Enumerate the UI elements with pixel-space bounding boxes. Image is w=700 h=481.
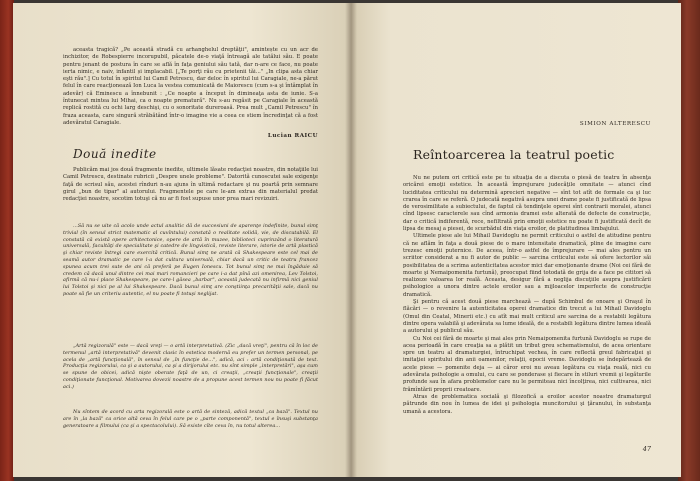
book-cover-left xyxy=(0,0,14,481)
article-title: Reîntoarcerea la teatrul poetic xyxy=(413,147,615,162)
article-paragraph: Cu Noi cei fără de moarte şi mai ales prin Nemaipomenita furtună Davidoglu se rupe de acea perioadă în care creaţia sa a plătit un tribut greu schematismului, de acea orientare spre un teatru al dramaturgiei, întruchipat vechea, în care reflectă greul fabricaţiei şi imitaţiei spiritului din anii oamenilor, relaţii, epocii vreme. Davidoglu se îndepărtează de acele piese — pomenite deja — ai căror eroi nu aveau legătura cu viaţa reală, nici cu adevărata psihologie a omului, cu care se ponderase și fiecare în stiluri vremii şi legăturile profunde sau în afara problemelor care nu le permiteau nici încolţirea, nici cultivarea, nici frămîntării proprii creatoare. xyxy=(403,335,651,393)
left-page xyxy=(13,3,351,477)
running-header: SIMION ALTERESCU xyxy=(579,121,651,127)
book-cover-right xyxy=(678,0,700,481)
fragment-three: Nu sîntem de acord cu arta regizorală este o artă de sinteză, adică textul „ca bază". Textul nu are în „la bază" ca orice altă ceva în felul care pe o „parte componentă", textul e însuşi substanţa generatoare a filmului (ca şi a spectacolului). Să existe cîte ceva în, nu totul alterea... xyxy=(63,409,318,429)
article-paragraph: Atras de problematica socială şi filozofică a eroilor acestor noastre dramaturgul pătrunde din nou în lumea de idei şi psihologia muncitorului şi ţăranului, în substanţa umană a acestora. xyxy=(403,393,651,415)
article-paragraph: Şi pentru că acest două piese marchează — după Schimbul de onoare şi Oraşul în flăcări — o revenire la autenticitatea operei dramatice din trecut a lui Mihail Davidoglu (Omul din Ceatal, Minerii etc.) cu atît mai mult criticul are sarcina de a restabili legătura dintre opera valabilă şi adevărata sa lume ideală, de a restabili legătura dintre lumea ideală a autorului şi publicul său. xyxy=(403,299,651,335)
intro-paragraph: Publicăm mai jos două fragmente inedite, ultimele lăsate redacţiei noastre, din notaţiile lui Camil Petrescu, destinate rubricii „Despre unele probleme". Datorită cunoscutei sale exigenţe faţă de scrisul său, acestei rînduri n-au ajuns în ultimă redactare şi nu poartă prin semnare girul „bun de tipar" al autorului. Fragmentele pe care le-am extras din materialul predat redacţiei noastre, socotim totuşi că nu ar fi fost supuse unor prea mari revizuiri. xyxy=(63,167,318,203)
article-paragraph: Ultimele piese ale lui Mihail Davidoglu ne permit criticului o astfel de atitudine pentru că ne aflăm în faţa a două piese de o mare intensitate dramatică, pline de imagine care trezesc emoţii puternice. De aceea, într-o astfel de împrejurare — mai ales pentru un scriitor considerat a nu fi autor de public — sarcina criticului este să ofere lectorilor săi posibilitatea de a scrima autenticitatea acestor mici dar emoţionante drame (Noi cei fără de moarte şi Nemaipomenita furtună), preocupat fiind totodată de grija de a face pe cititori să realizeze valoarea lor reală. Aceasta, desigur fără a neglija discuţiile asupra justificării psihologice a unora dintre actele eroilor sau a mijloacelor imperfecte de construcţie dramatică. xyxy=(403,233,651,298)
article-paragraph: Nu ne putem ori critică este pe tu situaţia de a discuta o piesă de teatru în absenţa oricărei emoţii estetice. În această împrejurare judecăţile omnitate — atunci cînd luciditatea criticului nu determină aprecieri negative — sînt tot atît de formale ca şi luc crarea în care se referă. O judecată negativă asupra unei drame poate fi justificată de lipsa de verosimilitate a subiectului, de faptul că tendinţele operei sînt contrarii moralei, atunci cînd lipsesc caracterele sau cînd armonia dramei este alterată de defecte de construcţie, dar o critică indiferentă, rece, nefiltrată prin emoţii estetice nu poate fi justificată decît de lipsa de mesaj a piesei, de scurbădul din viaţa eroilor, de platitudinea limbajului. xyxy=(403,175,651,233)
fragment-one: ...Să nu se uite că acolo unde actul analitic dă de succesiuni de aparenţe indefinite, bunul simţ trivial (în sensul strict matematic al cuvîntului) constată o realitate solidă, vie, de discutabilă. El constată că există opere arhitectonice, opere de artă în muzee, biblioteci cuprinzând o literatură universală, facultăţi de specialitate şi catedre de lingvistică, reviste literare, istorie de artă plastică şi chiar reviste întregi care exercită critică. Bunul simţ ne arată că Shakespeare este cel mai de seamă autor dramatic pe care l-a dat cultura universală, chiar dacă un critic de teatru francez spunea acum trei sute de ani că preferă pe Eugen Ionescu. Tot bunul simţ ne mai îngăduie să credem că dacă unul dintre cei mai mari romancieri pe care i-a dat pînă azi omenirea, Lev Tolstoi, afirmă că nu-i place Shakespeare, pe care-l găsea „barbar", această judecată nu infirmă nici geniul lui Tolstoi şi nici pe al lui Shakespeare. Dacă bunul simţ are conştiinţa precarităţii sale, dacă nu poate să fie un criteriu autentic, el nu poate fi totuşi neglijat. xyxy=(63,223,318,297)
section-title: Două inedite xyxy=(73,147,157,161)
right-page xyxy=(351,3,681,477)
signature: Lucian RAICU xyxy=(267,133,318,139)
left-top-paragraph: aceasta tragică? „Pe această stradă cu arhanghelul dreptăţii", amintește cu un acr de inchizitor, de Robespierre incorupubil, păcatele de-o viaţă întreagă ale tatălui său. E poate pentru jenant de postura în care se află în faţa geniului său tată, dar n-are ce face, nu poate iertа nimic, e naiv, infantil și implacabil. [„Te porţi rău cu prietenii tăi..." „In clipa asta chiar eşti rău".] Cu totul în spiritul lui Camil Petrescu, dar deloc în spiritul lui Caragiale, ne-a părut felul în care reacţionează Ion Luca la vestea comunicată de Maiorescu (cum s-a şi întâmplat în adevăr) că Eminescu a înnebunit : „Ce noapte a început în dimineaţa asta de iunie. S-a întunecat mintea lui Mihai, ca o noapte prematură". Nu s-au regăsit pe Caragiale în această replică rostită cu ochi larg deschişi, cu o sonoritate dureroasă. Prea mult „Camil Petrescu" în fraza aceasta, care singură străbătând într-o imagine vie a ceea ce stiem încredinţat că a fost adevăratul Caragiale. xyxy=(63,47,318,126)
article-body xyxy=(403,175,651,416)
page-number: 47 xyxy=(642,445,651,453)
book-gutter xyxy=(345,3,357,477)
fragment-two: „Artă regizorală" este — dacă vreţi — o artă interpretativă. (Zic „dacă vreţi", pentru că în loc de termenul „artă interpretativă" devenit clasic în estetica modernă eu prefer un termen personal, pe acela de „artă funcţională", în sensul de „în funcţie de...", adică, aci : artă condiţionată de text. Producţia regizorului, ca şi a autorului, ca şi a dirijorului etc. nu sînt simple „interpretări", aşa cum se spune de obicei, adică nişte oberate faţă de un, ci creaţii, „creaţii funcţionale", creaţii condiţionate funcţional. Motivarea dovezii noastre de a propune acest termen nou nu poate fi făcut aci.) xyxy=(63,343,318,390)
